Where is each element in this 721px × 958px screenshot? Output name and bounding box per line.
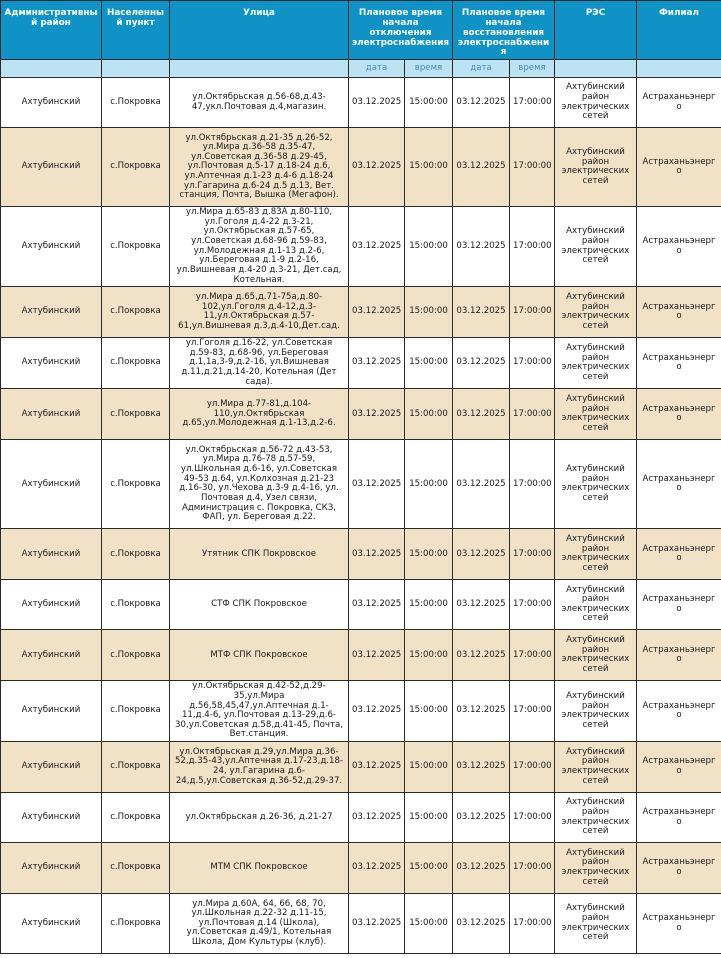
cell-on-time: 17:00:00 bbox=[510, 894, 555, 954]
cell-on-date: 03.12.2025 bbox=[453, 894, 510, 954]
cell-res: Ахтубинский район электрических сетей bbox=[555, 793, 637, 843]
header-district: Административный район bbox=[1, 1, 102, 60]
cell-settlement: с.Покровка bbox=[102, 742, 170, 793]
cell-off-date: 03.12.2025 bbox=[349, 440, 405, 529]
cell-off-time: 15:00:00 bbox=[405, 843, 453, 894]
cell-district: Ахтубинский bbox=[1, 78, 102, 128]
table-row bbox=[1, 681, 721, 742]
cell-district: Ахтубинский bbox=[1, 742, 102, 793]
cell-res: Ахтубинский район электрических сетей bbox=[555, 894, 637, 954]
table-row bbox=[1, 843, 721, 894]
cell-off-date: 03.12.2025 bbox=[349, 894, 405, 954]
cell-off-date: 03.12.2025 bbox=[349, 128, 405, 207]
cell-res: Ахтубинский район электрических сетей bbox=[555, 742, 637, 793]
cell-off-time: 15:00:00 bbox=[405, 440, 453, 529]
table-row bbox=[1, 389, 721, 440]
cell-street: Утятник СПК Покровское bbox=[170, 529, 349, 580]
cell-res: Ахтубинский район электрических сетей bbox=[555, 630, 637, 681]
cell-on-date: 03.12.2025 bbox=[453, 440, 510, 529]
table-row bbox=[1, 529, 721, 580]
cell-off-date: 03.12.2025 bbox=[349, 338, 405, 389]
cell-district: Ахтубинский bbox=[1, 793, 102, 843]
cell-off-time: 15:00:00 bbox=[405, 630, 453, 681]
cell-district: Ахтубинский bbox=[1, 207, 102, 287]
cell-on-date: 03.12.2025 bbox=[453, 843, 510, 894]
cell-settlement: с.Покровка bbox=[102, 287, 170, 338]
cell-on-time: 17:00:00 bbox=[510, 389, 555, 440]
cell-street: ул.Октябрьская д.56-72 д.43-53, ул.Мира д.76-78 д.57-59, ул.Школьная д.6-16, ул.Советская 49-53 д.64, ул.Колхозная д.21-23 д.16-30, ул.Чехова д.3-9 д.4-16, ул. Почтовая д.4, Узел связи, Администрация с. Покровка, СКЗ, ФАП, ул. Береговая д.22. bbox=[170, 440, 349, 529]
header-res: РЭС bbox=[555, 1, 637, 60]
header-row bbox=[1, 1, 721, 60]
cell-on-date: 03.12.2025 bbox=[453, 389, 510, 440]
subheader-row bbox=[1, 60, 721, 78]
cell-branch: Астраханьэнерго bbox=[637, 630, 721, 681]
cell-on-date: 03.12.2025 bbox=[453, 580, 510, 630]
cell-res: Ахтубинский район электрических сетей bbox=[555, 128, 637, 207]
cell-settlement: с.Покровка bbox=[102, 440, 170, 529]
cell-on-date: 03.12.2025 bbox=[453, 529, 510, 580]
table-row bbox=[1, 630, 721, 681]
table-row bbox=[1, 128, 721, 207]
cell-branch: Астраханьэнерго bbox=[637, 793, 721, 843]
cell-off-date: 03.12.2025 bbox=[349, 793, 405, 843]
cell-on-time: 17:00:00 bbox=[510, 843, 555, 894]
cell-branch: Астраханьэнерго bbox=[637, 389, 721, 440]
subheader-empty bbox=[1, 60, 102, 78]
cell-on-date: 03.12.2025 bbox=[453, 630, 510, 681]
cell-settlement: с.Покровка bbox=[102, 128, 170, 207]
cell-res: Ахтубинский район электрических сетей bbox=[555, 78, 637, 128]
cell-on-time: 17:00:00 bbox=[510, 742, 555, 793]
table-row bbox=[1, 78, 721, 128]
cell-on-time: 17:00:00 bbox=[510, 630, 555, 681]
cell-settlement: с.Покровка bbox=[102, 793, 170, 843]
cell-on-date: 03.12.2025 bbox=[453, 793, 510, 843]
cell-district: Ахтубинский bbox=[1, 389, 102, 440]
cell-street: ул.Гоголя д.16-22, ул.Советская д.59-83, д.68-96, ул.Береговая д.1,1а,3-9,д.2-16, ул.Вишневая д.11,д.21,д.14-20, Котельная (Дет сада). bbox=[170, 338, 349, 389]
cell-res: Ахтубинский район электрических сетей bbox=[555, 287, 637, 338]
cell-settlement: с.Покровка bbox=[102, 681, 170, 742]
cell-off-date: 03.12.2025 bbox=[349, 843, 405, 894]
cell-on-time: 17:00:00 bbox=[510, 338, 555, 389]
cell-street: МТФ СПК Покровское bbox=[170, 630, 349, 681]
cell-off-time: 15:00:00 bbox=[405, 894, 453, 954]
cell-res: Ахтубинский район электрических сетей bbox=[555, 440, 637, 529]
table-row bbox=[1, 793, 721, 843]
cell-branch: Астраханьэнерго bbox=[637, 207, 721, 287]
cell-district: Ахтубинский bbox=[1, 529, 102, 580]
table-row bbox=[1, 742, 721, 793]
cell-on-time: 17:00:00 bbox=[510, 207, 555, 287]
cell-on-time: 17:00:00 bbox=[510, 529, 555, 580]
cell-settlement: с.Покровка bbox=[102, 580, 170, 630]
cell-off-time: 15:00:00 bbox=[405, 287, 453, 338]
cell-street: ул.Октябрьская д.42-52,д.29-35,ул.Мира д.56,58,45,47,ул.Аптечная д.1-11,д.4-6, ул.Почтовая д.13-29,д.6-30,ул.Советская д.58,д.41-45, Почта, Вет.станция. bbox=[170, 681, 349, 742]
cell-branch: Астраханьэнерго bbox=[637, 440, 721, 529]
header-planned-off: Плановое время начала отключения электроснабжения bbox=[349, 1, 453, 60]
table-row bbox=[1, 207, 721, 287]
cell-off-time: 15:00:00 bbox=[405, 793, 453, 843]
table-row bbox=[1, 580, 721, 630]
cell-street: СТФ СПК Покровское bbox=[170, 580, 349, 630]
cell-on-time: 17:00:00 bbox=[510, 793, 555, 843]
cell-off-time: 15:00:00 bbox=[405, 580, 453, 630]
subheader-off-date: дата bbox=[349, 60, 405, 78]
subheader-off-time: время bbox=[405, 60, 453, 78]
cell-branch: Астраханьэнерго bbox=[637, 128, 721, 207]
cell-branch: Астраханьэнерго bbox=[637, 529, 721, 580]
cell-off-time: 15:00:00 bbox=[405, 681, 453, 742]
subheader-empty bbox=[637, 60, 721, 78]
cell-district: Ахтубинский bbox=[1, 894, 102, 954]
cell-on-date: 03.12.2025 bbox=[453, 742, 510, 793]
cell-district: Ахтубинский bbox=[1, 681, 102, 742]
table-row bbox=[1, 440, 721, 529]
cell-street: МТМ СПК Покровское bbox=[170, 843, 349, 894]
cell-branch: Астраханьэнерго bbox=[637, 681, 721, 742]
cell-branch: Астраханьэнерго bbox=[637, 78, 721, 128]
cell-off-date: 03.12.2025 bbox=[349, 529, 405, 580]
cell-off-date: 03.12.2025 bbox=[349, 681, 405, 742]
cell-on-date: 03.12.2025 bbox=[453, 207, 510, 287]
cell-settlement: с.Покровка bbox=[102, 630, 170, 681]
cell-settlement: с.Покровка bbox=[102, 389, 170, 440]
cell-district: Ахтубинский bbox=[1, 580, 102, 630]
cell-on-time: 17:00:00 bbox=[510, 440, 555, 529]
cell-res: Ахтубинский район электрических сетей bbox=[555, 207, 637, 287]
table-row bbox=[1, 894, 721, 954]
cell-settlement: с.Покровка bbox=[102, 529, 170, 580]
header-settlement: Населенный пункт bbox=[102, 1, 170, 60]
cell-district: Ахтубинский bbox=[1, 843, 102, 894]
cell-off-date: 03.12.2025 bbox=[349, 287, 405, 338]
cell-on-date: 03.12.2025 bbox=[453, 78, 510, 128]
cell-on-time: 17:00:00 bbox=[510, 580, 555, 630]
subheader-empty bbox=[170, 60, 349, 78]
cell-on-date: 03.12.2025 bbox=[453, 128, 510, 207]
cell-off-time: 15:00:00 bbox=[405, 338, 453, 389]
subheader-empty bbox=[555, 60, 637, 78]
cell-street: ул.Октябрьская д.26-36, д.21-27 bbox=[170, 793, 349, 843]
cell-settlement: с.Покровка bbox=[102, 894, 170, 954]
cell-branch: Астраханьэнерго bbox=[637, 287, 721, 338]
cell-res: Ахтубинский район электрических сетей bbox=[555, 580, 637, 630]
cell-off-date: 03.12.2025 bbox=[349, 78, 405, 128]
cell-off-time: 15:00:00 bbox=[405, 207, 453, 287]
cell-on-time: 17:00:00 bbox=[510, 287, 555, 338]
cell-off-date: 03.12.2025 bbox=[349, 630, 405, 681]
cell-branch: Астраханьэнерго bbox=[637, 742, 721, 793]
cell-on-date: 03.12.2025 bbox=[453, 287, 510, 338]
cell-street: ул.Октябрьская д.56-68,д.43-47,укл.Почтовая д.4,магазин. bbox=[170, 78, 349, 128]
cell-res: Ахтубинский район электрических сетей bbox=[555, 681, 637, 742]
cell-off-time: 15:00:00 bbox=[405, 389, 453, 440]
cell-off-time: 15:00:00 bbox=[405, 529, 453, 580]
cell-res: Ахтубинский район электрических сетей bbox=[555, 389, 637, 440]
header-street: Улица bbox=[170, 1, 349, 60]
cell-district: Ахтубинский bbox=[1, 440, 102, 529]
cell-street: ул.Октябрьская д.29,ул.Мира д.36-52,д.35-43,ул.Аптечная д.17-23,д.18-24, ул.Гагарина д.6-24,д.5,ул.Советская д.36-52,д.29-37. bbox=[170, 742, 349, 793]
cell-branch: Астраханьэнерго bbox=[637, 843, 721, 894]
cell-district: Ахтубинский bbox=[1, 338, 102, 389]
table-row bbox=[1, 287, 721, 338]
cell-branch: Астраханьэнерго bbox=[637, 338, 721, 389]
cell-res: Ахтубинский район электрических сетей bbox=[555, 338, 637, 389]
cell-on-time: 17:00:00 bbox=[510, 128, 555, 207]
cell-off-time: 15:00:00 bbox=[405, 78, 453, 128]
cell-off-time: 15:00:00 bbox=[405, 742, 453, 793]
cell-off-date: 03.12.2025 bbox=[349, 389, 405, 440]
subheader-on-time: время bbox=[510, 60, 555, 78]
cell-district: Ахтубинский bbox=[1, 287, 102, 338]
cell-branch: Астраханьэнерго bbox=[637, 580, 721, 630]
table-row bbox=[1, 338, 721, 389]
cell-branch: Астраханьэнерго bbox=[637, 894, 721, 954]
subheader-on-date: дата bbox=[453, 60, 510, 78]
cell-district: Ахтубинский bbox=[1, 630, 102, 681]
cell-street: ул.Октябрьская д.21-35 д.26-52, ул.Мира д.36-58 д.35-47, ул.Советская д.36-58 д.29-45, ул.Почтовая д.5-17 д.18-24 д.6, ул.Аптечная д.1-23 д.4-6 д.18-24 ул.Гагарина д.6-24 д.5 д.13, Вет. станция, Почта, Вышка (Мегафон). bbox=[170, 128, 349, 207]
cell-off-date: 03.12.2025 bbox=[349, 580, 405, 630]
cell-street: ул.Мира д.60А, 64, 66, 68, 70, ул.Школьная д.22-32 д.11-15, ул.Почтовая д.14 (Школа), ул.Советская д.49/1, Котельная Школа, Дом Культуры (клуб). bbox=[170, 894, 349, 954]
cell-street: ул.Мира д.77-81,д.104-110,ул.Октябрьская д.65,ул.Молодежная д.1-13,д.2-6. bbox=[170, 389, 349, 440]
header-planned-on: Плановое время начала восстановления электроснабжения bbox=[453, 1, 555, 60]
cell-settlement: с.Покровка bbox=[102, 78, 170, 128]
cell-on-date: 03.12.2025 bbox=[453, 338, 510, 389]
cell-res: Ахтубинский район электрических сетей bbox=[555, 529, 637, 580]
cell-off-time: 15:00:00 bbox=[405, 128, 453, 207]
cell-res: Ахтубинский район электрических сетей bbox=[555, 843, 637, 894]
header-branch: Филиал bbox=[637, 1, 721, 60]
cell-off-date: 03.12.2025 bbox=[349, 742, 405, 793]
cell-settlement: с.Покровка bbox=[102, 338, 170, 389]
cell-street: ул.Мира д.65,д.71-75а,д.80-102,ул.Гоголя д.4-12,д.3-11,ул.Октябрьская д.57-61,ул.Вишневая д.3,д.4-10,Дет.сад. bbox=[170, 287, 349, 338]
cell-off-date: 03.12.2025 bbox=[349, 207, 405, 287]
cell-district: Ахтубинский bbox=[1, 128, 102, 207]
cell-settlement: с.Покровка bbox=[102, 843, 170, 894]
cell-on-time: 17:00:00 bbox=[510, 78, 555, 128]
subheader-empty bbox=[102, 60, 170, 78]
cell-street: ул.Мира д.65-83 д.83А д.80-110, ул.Гоголя д.4-22 д.3-21, ул.Октябрьская д.57-65, ул.Советская д.68-96 д.59-83, ул.Молодежная д.1-13 д.2-6, ул.Береговая д.1-9 д.2-16, ул.Вишневая д.4-20 д.3-21, Дет.сад, Котельная. bbox=[170, 207, 349, 287]
cell-settlement: с.Покровка bbox=[102, 207, 170, 287]
cell-on-date: 03.12.2025 bbox=[453, 681, 510, 742]
cell-on-time: 17:00:00 bbox=[510, 681, 555, 742]
